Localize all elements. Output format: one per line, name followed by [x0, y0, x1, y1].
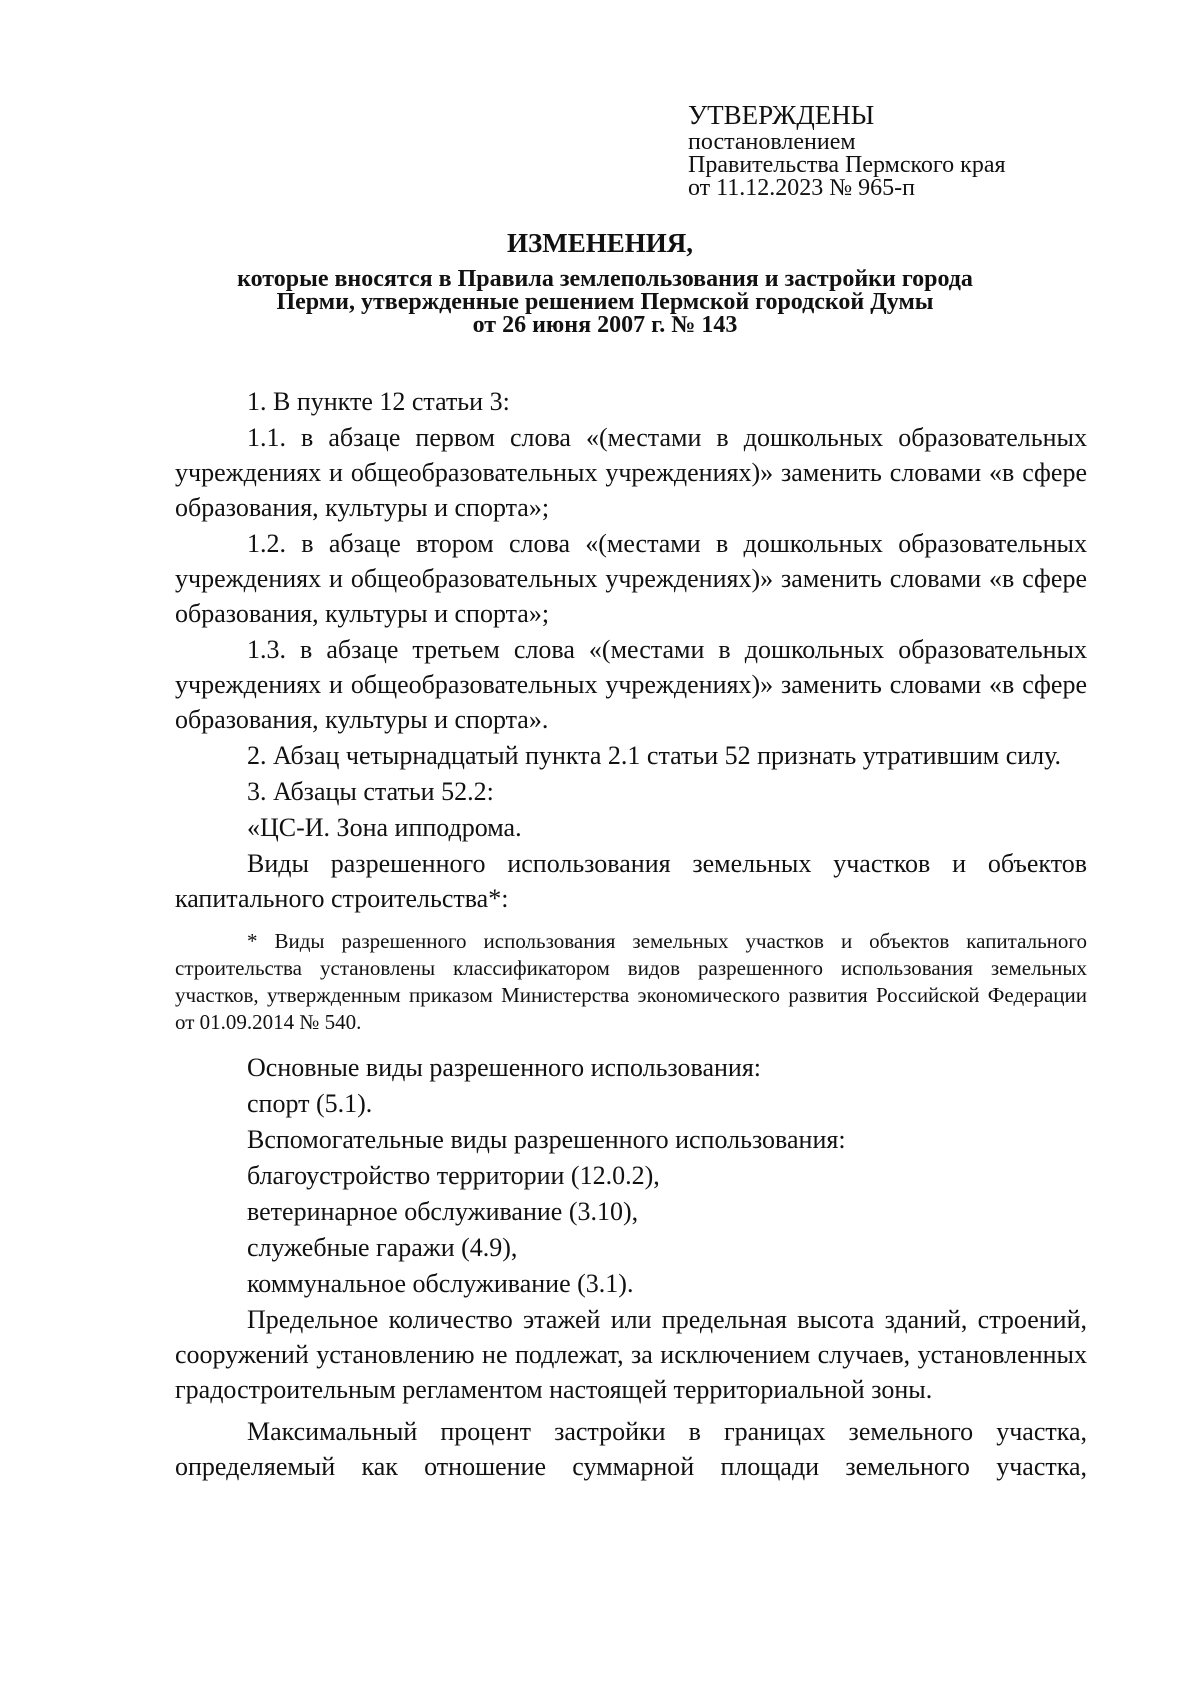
paragraph-1-2: 1.2. в абзаце втором слова «(местами в дошкольных образовательных учреждениях и общеобразовательных учреждениях)» заменить словами «в сфере образования, культуры и спорта»; [175, 529, 1087, 628]
paragraph-1-1: 1.1. в абзаце первом слова «(местами в дошкольных образовательных учреждениях и общеобразовательных учреждениях)» заменить словами «в сфере образования, культуры и спорта»; [175, 423, 1087, 522]
paragraph-3: 3. Абзацы статьи 52.2: [247, 777, 494, 806]
zone-heading: «ЦС-И. Зона ипподрома. [247, 813, 522, 842]
footnote: * Виды разрешенного использования земельных участков и объектов капитального строительства установлены классификатором видов разрешенного использования земельных участков, утвержденным приказом Министерства экономического развития Российской Федерации от 01.09.2014 № 540. [175, 929, 1087, 1034]
main-use-item: спорт (5.1). [247, 1089, 373, 1118]
building-percent-paragraph: Максимальный процент застройки в границах земельного участка, определяемый как отношение суммарной площади земельного участка, [175, 1417, 1087, 1481]
subtitle-line: которые вносятся в Правила землепользования и застройки города [237, 266, 973, 292]
approval-stamp [688, 100, 1006, 200]
auxiliary-use-item: ветеринарное обслуживание (3.10), [247, 1197, 639, 1226]
approval-line: постановлением [688, 129, 856, 155]
paragraph-1: 1. В пункте 12 статьи 3: [247, 387, 510, 416]
subtitle-line: от 26 июня 2007 г. № 143 [472, 312, 738, 338]
approval-line: Правительства Пермского края [688, 152, 1006, 178]
main-uses-heading: Основные виды разрешенного использования: [247, 1053, 762, 1082]
auxiliary-use-item: коммунальное обслуживание (3.1). [247, 1269, 634, 1298]
auxiliary-use-item: служебные гаражи (4.9), [247, 1233, 518, 1262]
permitted-uses-paragraph: Виды разрешенного использования земельных участков и объектов капитального строительства*: [175, 849, 1087, 913]
approval-heading: УТВЕРЖДЕНЫ [688, 100, 875, 130]
paragraph-1-3: 1.3. в абзаце третьем слова «(местами в дошкольных образовательных учреждениях и общеобразовательных учреждениях)» заменить словами «в сфере образования, культуры и спорта». [175, 635, 1087, 734]
document-body [175, 384, 1087, 1485]
subtitle-line: Перми, утвержденные решением Пермской городской Думы [276, 289, 934, 315]
approval-date: от 11.12.2023 № 965-п [688, 175, 916, 201]
document-subtitle [150, 268, 1060, 337]
paragraph-2: 2. Абзац четырнадцатый пункта 2.1 статьи 52 признать утратившим силу. [247, 741, 1062, 770]
floors-paragraph: Предельное количество этажей или предельная высота зданий, строений, сооружений установлению не подлежат, за исключением случаев, установленных градостроительным регламентом настоящей территориальной зоны. [175, 1305, 1087, 1404]
document-title: ИЗМЕНЕНИЯ, [506, 228, 693, 258]
auxiliary-use-item: благоустройство территории (12.0.2), [247, 1161, 660, 1190]
auxiliary-uses-heading: Вспомогательные виды разрешенного использования: [247, 1125, 846, 1154]
